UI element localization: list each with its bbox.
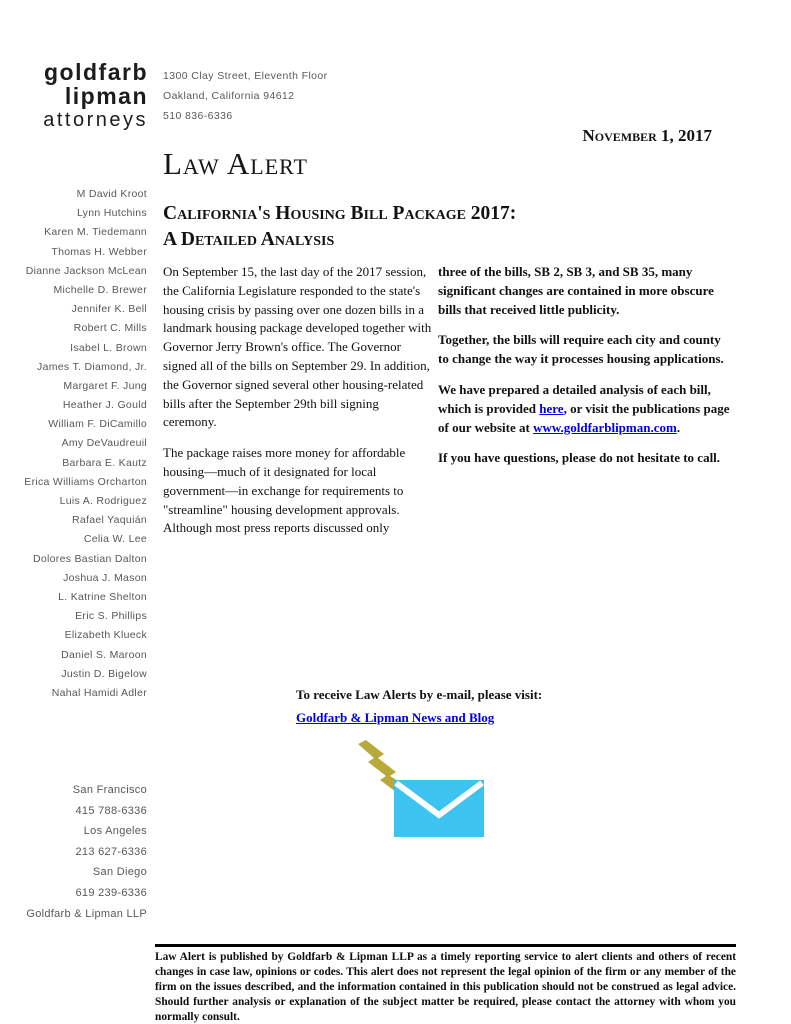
- office-city: Los Angeles: [83, 825, 147, 838]
- address-phone: 510 836-6336: [163, 110, 233, 122]
- address-city: Oakland, California 94612: [163, 90, 295, 102]
- body-column-right: [438, 263, 731, 480]
- article-title: [163, 201, 516, 253]
- paragraph-text: We have prepared a detailed analysis of each bill, which is provided: [438, 381, 711, 416]
- attorney-name: Margaret F. Jung: [63, 379, 147, 392]
- attorney-name: Elizabeth Klueck: [64, 629, 147, 642]
- attorney-name: Barbara E. Kautz: [62, 456, 147, 469]
- paragraph: three of the bills, SB 2, SB 3, and SB 35, many significant changes are contained in more obscure bills that received little publicity.: [438, 264, 714, 317]
- office-phone: 619 239-6336: [75, 886, 147, 899]
- footer-disclaimer: Law Alert is published by Goldfarb & Lipman LLP as a timely reporting service to alert clients and others of recent changes in case law, opinions or codes. This alert does not represent the legal opinion of the firm or any member of the firm on the issues described, and the information contained in this publication should not be construed as legal advice. Should further analysis or explanation of the subject matter be required, please contact the attorney with whom you normally consult.: [155, 951, 736, 1023]
- attorney-name: Erica Williams Orcharton: [24, 475, 147, 488]
- attorney-name: William F. DiCamillo: [48, 418, 147, 431]
- office-city: San Diego: [92, 866, 147, 879]
- firm-name: Goldfarb & Lipman LLP: [26, 907, 147, 920]
- body-column-left: [163, 263, 435, 550]
- logo-line-attorneys: attorneys: [43, 109, 148, 131]
- attorney-name: James T. Diamond, Jr.: [37, 360, 147, 373]
- paragraph: Together, the bills will require each city and county to change the way it processes housing applications.: [438, 332, 724, 367]
- attorney-name: Isabel L. Brown: [70, 341, 147, 354]
- news-blog-link[interactable]: Goldfarb & Lipman News and Blog: [296, 710, 495, 725]
- attorney-name: Michelle D. Brewer: [53, 283, 147, 296]
- footer-divider: [155, 944, 736, 947]
- attorney-name: Heather J. Gould: [62, 399, 147, 412]
- email-alert-graphic: [358, 740, 488, 843]
- attorney-name: Dolores Bastian Dalton: [33, 552, 147, 565]
- attorney-name: Karen M. Tiedemann: [44, 226, 147, 239]
- attorney-name: Eric S. Phillips: [75, 610, 147, 623]
- paragraph: If you have questions, please do not hesitate to call.: [438, 450, 721, 466]
- attorney-name: Daniel S. Maroon: [61, 648, 147, 661]
- website-link[interactable]: www.goldfarblipman.com: [533, 419, 677, 435]
- attorney-name: Luis A. Rodriguez: [59, 495, 147, 507]
- subscribe-block: [296, 684, 542, 728]
- attorney-list: [22, 185, 147, 703]
- attorney-name: Robert C. Mills: [73, 322, 147, 335]
- address-street: 1300 Clay Street, Eleventh Floor: [163, 70, 328, 82]
- attorney-name: Amy DeVaudreuil: [61, 437, 147, 450]
- attorney-name: Celia W. Lee: [83, 533, 147, 546]
- attorney-name: Thomas H. Webber: [51, 245, 147, 258]
- logo-line-goldfarb: goldfarb: [44, 59, 148, 85]
- paragraph: The package raises more money for affordable housing—much of it designated for local government—in exchange for requirements to "streamline" housing development approvals. Although most press reports discussed only: [163, 445, 406, 536]
- article-title-line1: California's Housing Bill Package 2017:: [163, 203, 517, 224]
- office-phone: 213 627-6336: [75, 845, 147, 858]
- attorney-name: Dianne Jackson McLean: [25, 264, 147, 277]
- office-phone: 415 788-6336: [75, 804, 147, 817]
- paragraph-text: .: [676, 419, 681, 435]
- office-contacts: [22, 780, 147, 924]
- paragraph-text: , or visit the publications page of our website at: [438, 400, 730, 435]
- firm-address: [163, 66, 328, 126]
- attorney-name: Nahal Hamidi Adler: [51, 686, 147, 699]
- attorney-name: Rafael Yaquián: [71, 514, 147, 527]
- firm-logo: [40, 60, 148, 132]
- office-list: [22, 780, 147, 904]
- attorney-name: M David Kroot: [76, 188, 147, 200]
- subscribe-prompt: To receive Law Alerts by e-mail, please visit:: [296, 687, 543, 702]
- publication-date: November 1, 2017: [582, 126, 712, 145]
- attorney-name: Jennifer K. Bell: [71, 303, 147, 316]
- article-title-line2: A Detailed Analysis: [163, 229, 335, 250]
- office-city: San Francisco: [72, 784, 147, 796]
- attorney-name: L. Katrine Shelton: [58, 590, 147, 603]
- law-alert-heading: Law Alert: [163, 146, 308, 181]
- envelope-lightning-svg: [358, 740, 488, 838]
- attorney-name: Joshua J. Mason: [63, 571, 147, 584]
- analysis-here-link[interactable]: here: [539, 400, 564, 416]
- attorney-name: Lynn Hutchins: [76, 207, 147, 220]
- paragraph: [438, 381, 731, 437]
- paragraph: On September 15, the last day of the 2017 session, the California Legislature responded to the state's housing crisis by passing over one dozen bills in a landmark housing package developed together with Governor Jerry Brown's office. The Governor signed all of the bills on September 29. In addition, the Governor signed several other housing-related bills after the September 29th bill signing ceremony.: [163, 264, 432, 430]
- logo-line-lipman: lipman: [64, 83, 148, 109]
- attorney-name: Justin D. Bigelow: [61, 667, 147, 680]
